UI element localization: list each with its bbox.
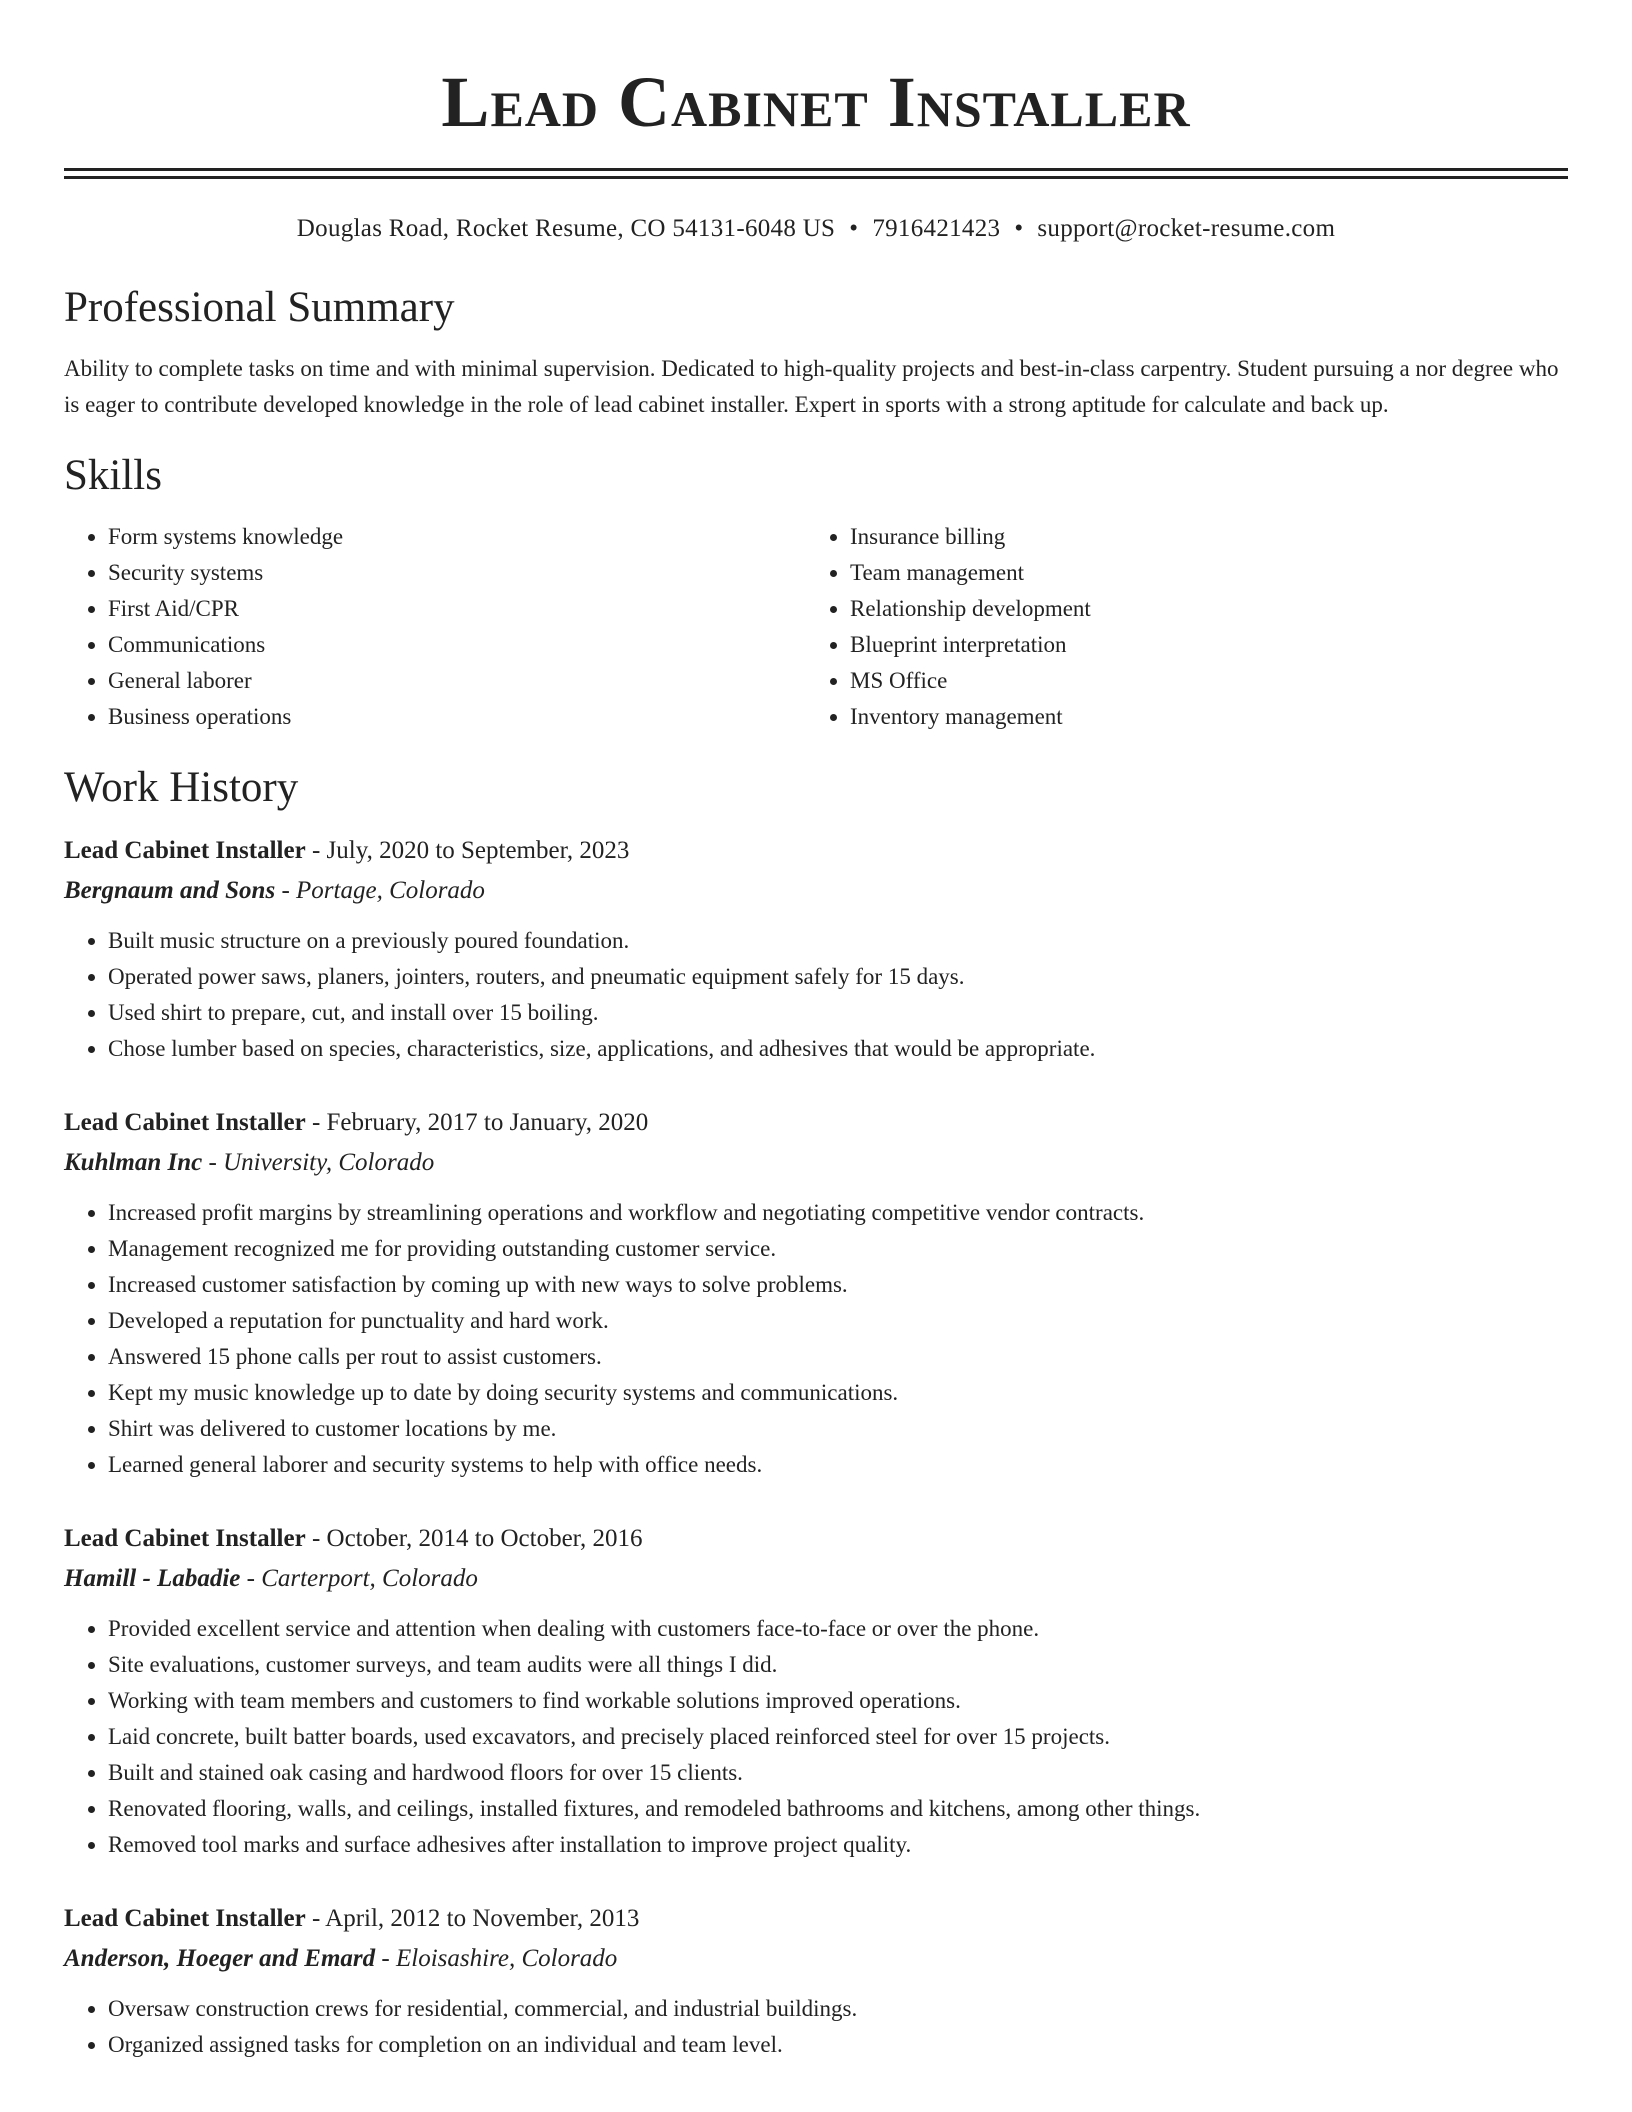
- job-bullet: • Answered 15 phone calls per rout to assist customers.: [108, 1339, 1568, 1375]
- job-bullet: • Chose lumber based on species, characteristics, size, applications, and adhesives that would be appropriate.: [108, 1031, 1568, 1067]
- skill-item: • General laborer: [108, 663, 806, 699]
- job-entry: [64, 1899, 1568, 2063]
- job-title: Lead Cabinet Installer: [64, 1905, 306, 1932]
- job-bullet: • Site evaluations, customer surveys, and team audits were all things I did.: [108, 1647, 1568, 1683]
- skill-item: • Business operations: [108, 699, 806, 735]
- job-company-line: [64, 871, 1568, 911]
- job-location: - Portage, Colorado: [275, 877, 485, 904]
- job-dates: - October, 2014 to October, 2016: [305, 1525, 643, 1552]
- skill-item: • Insurance billing: [850, 519, 1548, 555]
- skill-item: • Security systems: [108, 555, 806, 591]
- job-bullet: • Kept my music knowledge up to date by doing security systems and communications.: [108, 1375, 1568, 1411]
- job-bullet: • Laid concrete, built batter boards, used excavators, and precisely placed reinforced steel for over 15 projects.: [108, 1719, 1568, 1755]
- resume-name-title: Lead Cabinet Installer: [441, 62, 1191, 142]
- job-title: Lead Cabinet Installer: [64, 1109, 306, 1136]
- job-title-line: [64, 1519, 1568, 1559]
- contact-phone: 7916421423: [872, 215, 1001, 242]
- job-bullet: • Learned general laborer and security systems to help with office needs.: [108, 1447, 1568, 1483]
- resume-page: [64, 0, 1568, 2063]
- contact-address: Douglas Road, Rocket Resume, CO 54131-6048 US: [296, 215, 836, 242]
- job-dates: - February, 2017 to January, 2020: [305, 1109, 649, 1136]
- job-bullet: • Built and stained oak casing and hardwood floors for over 15 clients.: [108, 1755, 1568, 1791]
- job-bullet: • Organized assigned tasks for completion on an individual and team level.: [108, 2027, 1568, 2063]
- job-entry: [64, 831, 1568, 1067]
- job-bullet: • Increased customer satisfaction by coming up with new ways to solve problems.: [108, 1267, 1568, 1303]
- job-company-line: [64, 1939, 1568, 1979]
- job-bullet: • Developed a reputation for punctuality and hard work.: [108, 1303, 1568, 1339]
- job-dates: - July, 2020 to September, 2023: [305, 837, 630, 864]
- skill-item: • Blueprint interpretation: [850, 627, 1548, 663]
- skill-item: • Team management: [850, 555, 1548, 591]
- job-company: Hamill - Labadie: [64, 1565, 241, 1592]
- job-company-line: [64, 1559, 1568, 1599]
- job-location: - University, Colorado: [202, 1149, 435, 1176]
- job-bullet: • Renovated flooring, walls, and ceilings, installed fixtures, and remodeled bathrooms and kitchens, among other things.: [108, 1791, 1568, 1827]
- job-bullet: • Oversaw construction crews for residential, commercial, and industrial buildings.: [108, 1991, 1568, 2027]
- job-company-line: [64, 1143, 1568, 1183]
- job-company: Anderson, Hoeger and Emard: [64, 1945, 376, 1972]
- job-bullets: [64, 1611, 1568, 1863]
- summary-heading: Professional Summary: [64, 284, 455, 331]
- job-bullets: [64, 1195, 1568, 1483]
- skill-item: • Form systems knowledge: [108, 519, 806, 555]
- job-bullet: • Shirt was delivered to customer locations by me.: [108, 1411, 1568, 1447]
- job-bullet: • Management recognized me for providing outstanding customer service.: [108, 1231, 1568, 1267]
- job-bullet: • Operated power saws, planers, jointers, routers, and pneumatic equipment safely for 15 days.: [108, 959, 1568, 995]
- skill-item: • Communications: [108, 627, 806, 663]
- job-title: Lead Cabinet Installer: [64, 837, 306, 864]
- skill-item: • Inventory management: [850, 699, 1548, 735]
- skills-list-right: [806, 519, 1548, 735]
- job-bullet: • Used shirt to prepare, cut, and install over 15 boiling.: [108, 995, 1568, 1031]
- contact-email: support@rocket-resume.com: [1037, 215, 1336, 242]
- job-title-line: [64, 831, 1568, 871]
- job-entry: [64, 1103, 1568, 1483]
- job-bullet: • Removed tool marks and surface adhesives after installation to improve project quality.: [108, 1827, 1568, 1863]
- job-location: - Eloisashire, Colorado: [375, 1945, 618, 1972]
- job-bullets: [64, 923, 1568, 1067]
- skill-item: • MS Office: [850, 663, 1548, 699]
- work-history-heading: Work History: [64, 764, 299, 811]
- job-location: - Carterport, Colorado: [240, 1565, 478, 1592]
- job-bullet: • Provided excellent service and attention when dealing with customers face-to-face or over the phone.: [108, 1611, 1568, 1647]
- job-bullet: • Increased profit margins by streamlining operations and workflow and negotiating competitive vendor contracts.: [108, 1195, 1568, 1231]
- job-title-line: [64, 1899, 1568, 1939]
- skills-columns: [64, 519, 1568, 735]
- job-title: Lead Cabinet Installer: [64, 1525, 306, 1552]
- job-company: Bergnaum and Sons: [64, 877, 276, 904]
- job-dates: - April, 2012 to November, 2013: [305, 1905, 640, 1932]
- job-title-line: [64, 1103, 1568, 1143]
- skills-heading: Skills: [64, 452, 162, 499]
- job-entry: [64, 1519, 1568, 1863]
- skill-item: • Relationship development: [850, 591, 1548, 627]
- skills-list-left: [64, 519, 806, 735]
- job-bullet: • Working with team members and customers to find workable solutions improved operations.: [108, 1683, 1568, 1719]
- contact-line: [64, 213, 1568, 245]
- contact-separator: •: [849, 215, 859, 242]
- summary-text: Ability to complete tasks on time and with minimal supervision. Dedicated to high-quality projects and best-in-class carpentry. Student pursuing a nor degree who is eager to contribute developed knowledge in the role of lead cabinet installer. Expert in sports with a strong aptitude for calculate and back up.: [64, 356, 1559, 417]
- job-bullets: [64, 1991, 1568, 2063]
- contact-separator: •: [1014, 215, 1024, 242]
- skill-item: • First Aid/CPR: [108, 591, 806, 627]
- job-company: Kuhlman Inc: [64, 1149, 203, 1176]
- job-bullet: • Built music structure on a previously poured foundation.: [108, 923, 1568, 959]
- header-double-rule: [64, 168, 1568, 179]
